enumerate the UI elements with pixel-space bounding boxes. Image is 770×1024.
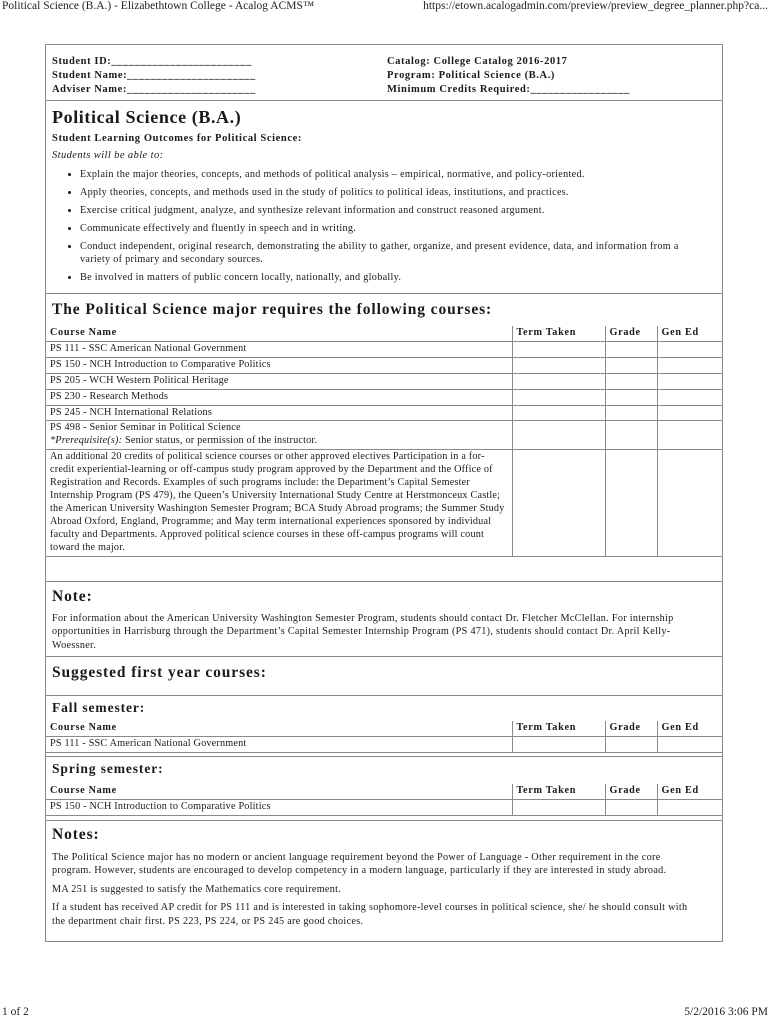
term-cell [512, 421, 605, 450]
outcome-item: • Communicate effectively and fluently in speech and in writing. [80, 222, 702, 235]
prereq-label: *Prerequisite(s): [50, 435, 123, 447]
course-name: PS 150 - NCH Introduction to Comparative Politics [46, 357, 512, 373]
term-cell [512, 357, 605, 373]
grade-cell [605, 405, 657, 421]
table-row [46, 389, 723, 405]
gened-cell [657, 799, 723, 815]
print-datetime: 5/2/2016 3:06 PM [684, 1006, 768, 1018]
prereq-text: Senior status, or permission of the instructor. [125, 435, 318, 447]
spring-course-table [46, 784, 723, 816]
major-heading: The Political Science major requires the following courses: [52, 301, 493, 318]
course-name: PS 205 - WCH Western Political Heritage [46, 373, 512, 389]
column-header: Term Taken [512, 784, 605, 799]
note-section [46, 581, 722, 657]
table-row [46, 450, 723, 556]
major-course-table [46, 326, 723, 557]
term-cell [512, 799, 605, 815]
table-header-row [46, 784, 723, 799]
gened-cell [657, 736, 723, 752]
notes-body [52, 851, 702, 933]
course-name: PS 245 - NCH International Relations [46, 405, 512, 421]
note-text: For information about the American University Washington Semester Program, students should contact Dr. Fletcher McClellan. For internship opportunities in Harrisburg through the Department’s Capital Semester Internship Program (PS 471), students should contact Dr. April Kelly-Woessner. [52, 613, 674, 651]
term-cell [512, 405, 605, 421]
column-header: Gen Ed [657, 721, 723, 736]
grade-cell [605, 373, 657, 389]
column-header: Grade [605, 784, 657, 799]
notes-heading: Notes: [52, 826, 100, 843]
min-credits-field: Minimum Credits Required:_________________ [387, 84, 630, 95]
spring-heading: Spring semester: [52, 761, 164, 776]
grade-cell [605, 357, 657, 373]
student-id-field: Student ID:________________________ [52, 56, 252, 67]
table-row [46, 357, 723, 373]
program-label: Program: Political Science (B.A.) [387, 70, 556, 81]
term-cell [512, 736, 605, 752]
column-header: Gen Ed [657, 784, 723, 799]
outcome-item: • Exercise critical judgment, analyze, and synthesize relevant information and construct reasoned argument. [80, 204, 702, 217]
note-heading: Note: [52, 588, 93, 605]
outcome-item: • Apply theories, concepts, and methods used in the study of politics to political ideas, institutions, and practices. [80, 186, 702, 199]
table-row [46, 799, 723, 815]
grade-cell [605, 450, 657, 556]
column-header: Grade [605, 326, 657, 341]
seminar-name: PS 498 - Senior Seminar in Political Science [50, 422, 241, 434]
grade-cell [605, 799, 657, 815]
course-name: PS 150 - NCH Introduction to Comparative Politics [46, 799, 512, 815]
outcomes-heading: Student Learning Outcomes for Political Science: [52, 133, 302, 144]
print-page-number: 1 of 2 [2, 1006, 29, 1018]
column-header: Gen Ed [657, 326, 723, 341]
outcomes-intro: Students will be able to: [52, 150, 164, 161]
term-cell [512, 341, 605, 357]
gened-cell [657, 421, 723, 450]
student-info-box [46, 45, 722, 100]
outcome-item: • Explain the major theories, concepts, and methods of political analysis – empirical, normative, and policy-oriented. [80, 168, 702, 181]
table-header-row [46, 721, 723, 736]
gened-cell [657, 389, 723, 405]
column-header: Grade [605, 721, 657, 736]
degree-planner-frame [45, 44, 723, 942]
table-row [46, 736, 723, 752]
grade-cell [605, 341, 657, 357]
table-header-row [46, 326, 723, 341]
gened-cell [657, 405, 723, 421]
student-name-field: Student Name:______________________ [52, 70, 256, 81]
spring-section [46, 756, 722, 821]
electives-description: An additional 20 credits of political science courses or other approved electives Participation in a for-credit experiential-learning or off-campus study program approved by the Department and the Office of Registration and Records. Examples of such programs include: the Department’s Capital Semester Internship Program (PS 479), the Queen’s University International Study Centre at Herstmonceux Castle; the American University Washington Semester Program; BCA Study Abroad programs; the Summer Study Abroad Oxford, England, Programme; and May term international experiences sponsored by individual faculty and Departments. Approved political science courses in these off-campus programs will count toward the major. [46, 450, 512, 556]
outcome-item: • Conduct independent, original research, demonstrating the ability to gather, organize, and present evidence, data, and information from a variety of primary and secondary sources. [80, 240, 702, 266]
table-row [46, 373, 723, 389]
column-header: Term Taken [512, 326, 605, 341]
major-section [46, 293, 722, 582]
grade-cell [605, 421, 657, 450]
outcomes-section [46, 100, 722, 294]
term-cell [512, 373, 605, 389]
course-name-seminar [46, 421, 512, 450]
notes-section [46, 820, 722, 943]
column-header: Course Name [46, 721, 512, 736]
course-name: PS 111 - SSC American National Government [46, 341, 512, 357]
page-title: Political Science (B.A.) [52, 107, 242, 127]
gened-cell [657, 341, 723, 357]
table-row [46, 405, 723, 421]
outcome-item: • Be involved in matters of public concern locally, nationally, and globally. [80, 271, 702, 284]
suggested-section [46, 656, 722, 696]
column-header: Course Name [46, 784, 512, 799]
gened-cell [657, 450, 723, 556]
notes-paragraph: If a student has received AP credit for PS 111 and is interested in taking sophomore-level courses in political science, she/ he should consult with the department chair first. PS 223, PS 224, or PS 245 are good choices. [52, 902, 688, 927]
term-cell [512, 389, 605, 405]
term-cell [512, 450, 605, 556]
fall-heading: Fall semester: [52, 700, 146, 715]
adviser-name-field: Adviser Name:______________________ [52, 84, 256, 95]
fall-course-table [46, 721, 723, 753]
print-page-title: Political Science (B.A.) - Elizabethtown College - Acalog ACMS™ [2, 0, 315, 12]
grade-cell [605, 736, 657, 752]
course-name: PS 111 - SSC American National Government [46, 736, 512, 752]
gened-cell [657, 373, 723, 389]
print-page-url: https://etown.acalogadmin.com/preview/preview_degree_planner.php?ca... [423, 0, 768, 12]
gened-cell [657, 357, 723, 373]
fall-section [46, 695, 722, 757]
seminar-prereq [50, 435, 508, 448]
course-name: PS 230 - Research Methods [46, 389, 512, 405]
column-header: Term Taken [512, 721, 605, 736]
table-row [46, 421, 723, 450]
catalog-label: Catalog: College Catalog 2016-2017 [387, 56, 568, 67]
notes-paragraph: MA 251 is suggested to satisfy the Mathematics core requirement. [52, 883, 342, 895]
outcomes-list [66, 168, 702, 289]
column-header: Course Name [46, 326, 512, 341]
table-row [46, 341, 723, 357]
suggested-heading: Suggested first year courses: [52, 664, 267, 681]
notes-paragraph: The Political Science major has no modern or ancient language requirement beyond the Power of Language - Other requirement in the core program. However, students are encouraged to develop competency in a modern language, particularly if they are interested in study abroad. [52, 852, 667, 877]
grade-cell [605, 389, 657, 405]
